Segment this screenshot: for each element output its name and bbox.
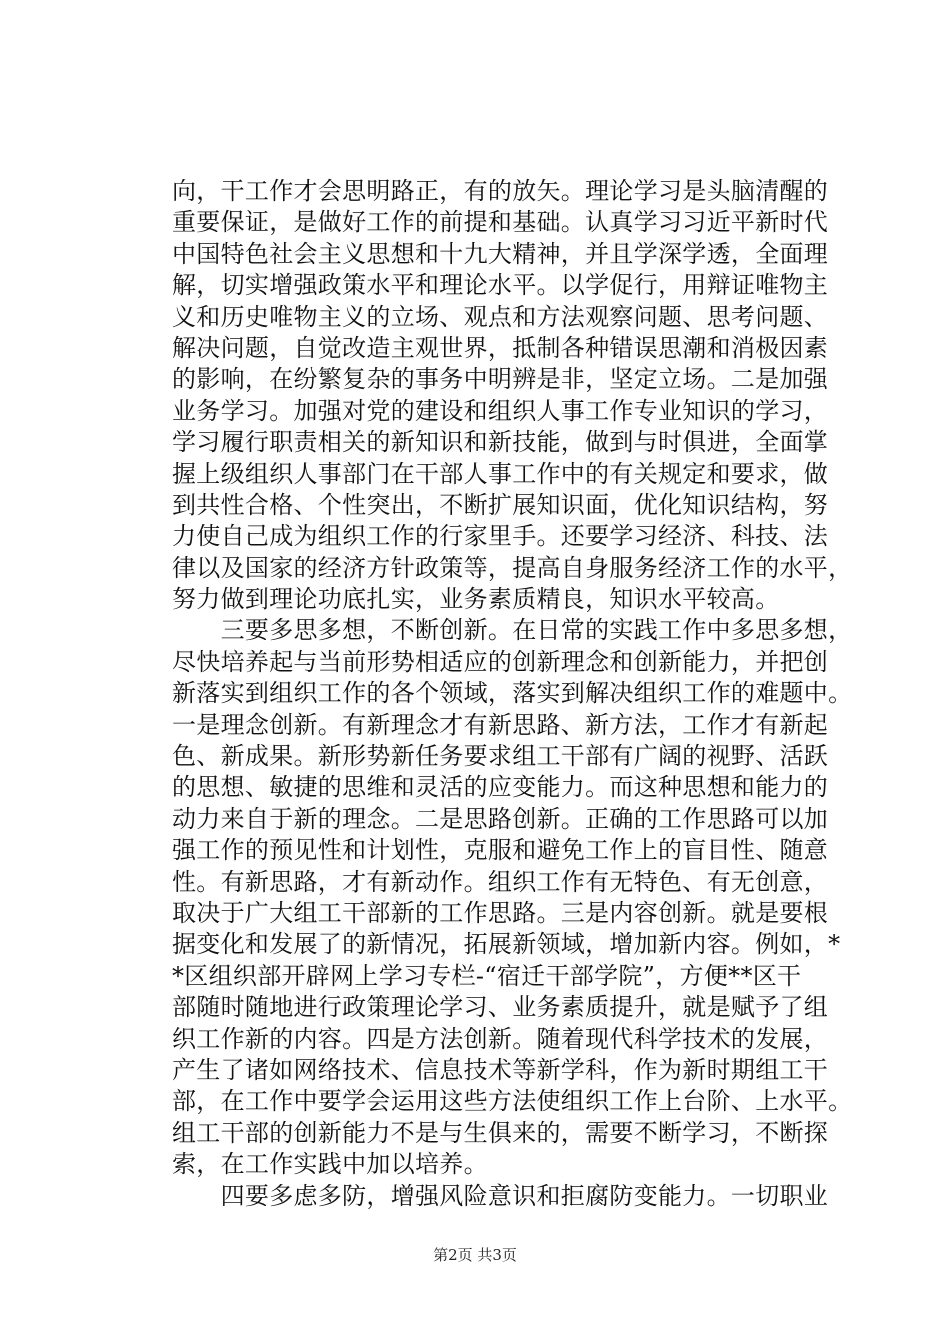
text-line: 强工作的预见性和计划性，克服和避免工作上的盲目性、随意 [172, 836, 829, 865]
body-text [172, 176, 872, 1212]
text-line: 中国特色社会主义思想和十九大精神，并且学深学透，全面理 [172, 239, 829, 268]
text-line: 握上级组织人事部门在干部人事工作中的有关规定和要求，做 [172, 459, 829, 488]
text-line: 新落实到组织工作的各个领域，落实到解决组织工作的难题中。 [172, 679, 853, 708]
text-line: 性。有新思路，才有新动作。组织工作有无特色、有无创意， [172, 867, 829, 896]
text-line: 义和历史唯物主义的立场、观点和方法观察问题、思考问题、 [172, 302, 829, 331]
text-line: 努力做到理论功底扎实，业务素质精良，知识水平较高。 [172, 585, 780, 614]
text-line: 向，干工作才会思明路正，有的放矢。理论学习是头脑清醒的 [172, 177, 829, 205]
text-line: 索，在工作实践中加以培养。 [172, 1150, 488, 1179]
text-line: 部随时随地进行政策理论学习、业务素质提升，就是赋予了组 [172, 993, 829, 1022]
text-line: 织工作新的内容。四是方法创新。随着现代科学技术的发展， [172, 1024, 829, 1053]
text-line: *区组织部开辟网上学习专栏-“宿迁干部学院”，方便**区干 [172, 961, 802, 990]
text-line: 业务学习。加强对党的建设和组织人事工作专业知识的学习， [172, 396, 829, 425]
text-line: 解决问题，自觉改造主观世界，抵制各种错误思潮和消极因素 [172, 333, 829, 362]
text-line: 到共性合格、个性突出，不断扩展知识面，优化知识结构，努 [172, 490, 829, 519]
paragraph-start-line: 四要多虑多防，增强风险意识和拒腐防变能力。一切职业 [172, 1181, 829, 1210]
text-line: 一是理念创新。有新理念才有新思路、新方法，工作才有新起 [172, 710, 829, 739]
text-line: 据变化和发展了的新情况，拓展新领域，增加新内容。例如，* [172, 930, 841, 959]
text-line: 学习履行职责相关的新知识和新技能，做到与时俱进，全面掌 [172, 428, 829, 457]
text-line: 组工干部的创新能力不是与生俱来的，需要不断学习，不断探 [172, 1118, 829, 1147]
text-line: 部，在工作中要学会运用这些方法使组织工作上台阶、上水平。 [172, 1087, 853, 1116]
paragraph-start-line: 三要多思多想，不断创新。在日常的实践工作中多思多想， [172, 616, 853, 645]
text-line: 解，切实增强政策水平和理论水平。以学促行，用辩证唯物主 [172, 271, 829, 300]
text-line: 产生了诸如网络技术、信息技术等新学科，作为新时期组工干 [172, 1055, 829, 1084]
text-line: 色、新成果。新形势新任务要求组工干部有广阔的视野、活跃 [172, 742, 829, 771]
text-line: 取决于广大组工干部新的工作思路。三是内容创新。就是要根 [172, 898, 829, 927]
page-number-footer: 第2页 共3页 [433, 1246, 517, 1264]
text-line: 的影响，在纷繁复杂的事务中明辨是非，坚定立场。二是加强 [172, 365, 829, 394]
text-line: 动力来自于新的理念。二是思路创新。正确的工作思路可以加 [172, 804, 829, 833]
text-line: 尽快培养起与当前形势相适应的创新理念和创新能力，并把创 [172, 647, 829, 676]
text-line: 力使自己成为组织工作的行家里手。还要学习经济、科技、法 [172, 522, 829, 551]
text-line: 律以及国家的经济方针政策等，提高自身服务经济工作的水平， [172, 553, 853, 582]
text-line: 重要保证，是做好工作的前提和基础。认真学习习近平新时代 [172, 208, 829, 237]
text-line: 的思想、敏捷的思维和灵活的应变能力。而这种思想和能力的 [172, 773, 829, 802]
